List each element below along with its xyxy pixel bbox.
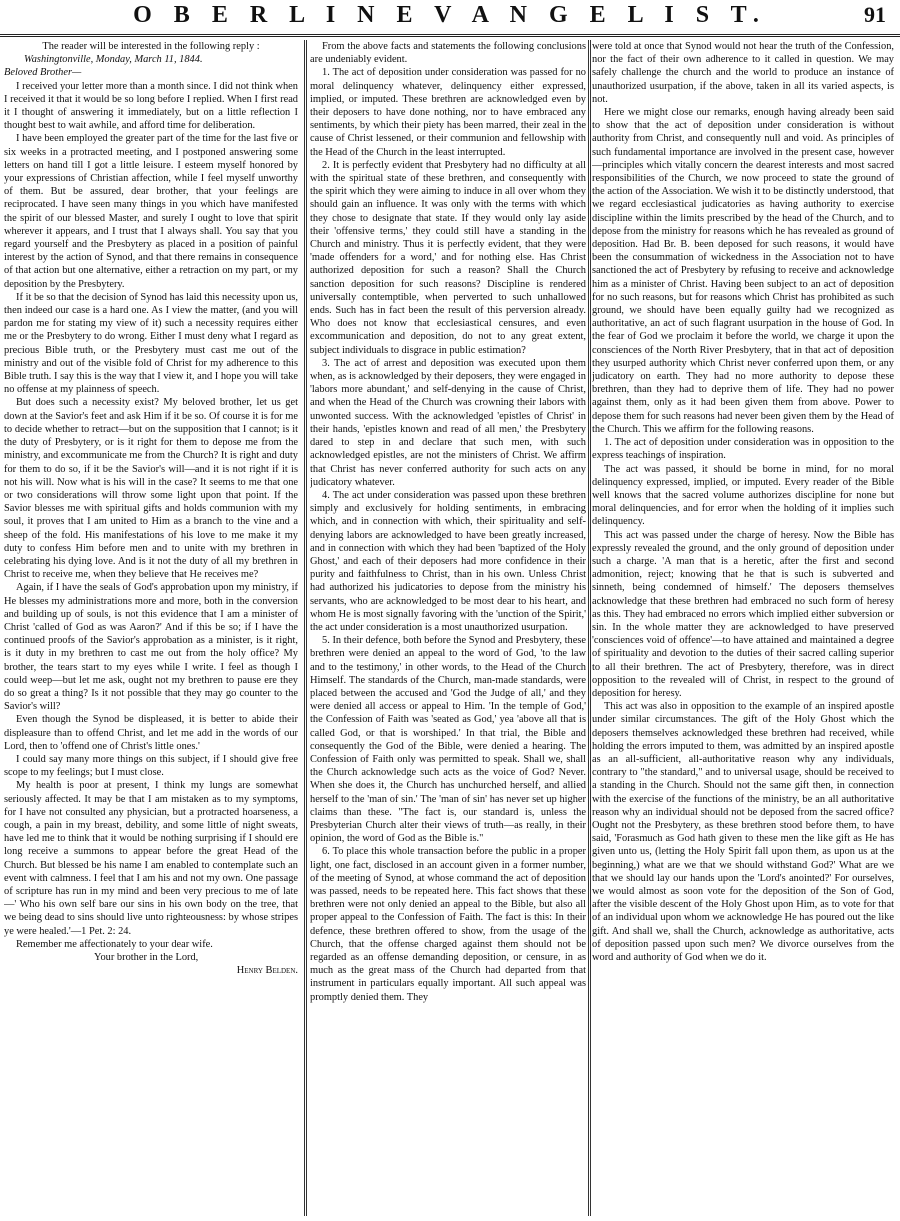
letter-paragraph: I received your letter more than a month since. I did not think when I received it that it would be so long before I replied. When I first read it I thought of answering it immediately, but on a little reflection I thought best to wait awhile, and afford time for deliberation.	[4, 80, 298, 132]
column-letter	[4, 40, 298, 1216]
column-remarks	[592, 40, 894, 1216]
column-divider	[304, 40, 305, 1216]
article-paragraph: 6. To place this whole transaction before the public in a proper light, one fact, disclosed in an account given in a former number, of the meeting of Synod, at whose command the act of deposition was passed, needs to be repeated here. This fact shows that these brethren were not only denied an appeal to the Bible, but also all proper appeal to the Confession of Faith. The fact is this: In their defence, these brethren offered to show, from the usage of the Church, that the offense charged against them should not be regarded as an offense demanding deposition, or censure, in as much as the great mass of the Church had departed from that instrument in particulars equally important. All such appeal was promptly denied them. They	[310, 846, 586, 1003]
page-number: 91	[864, 2, 886, 27]
article-paragraph: The act was passed, it should be borne in mind, for no moral delinquency expressed, implied, or imputed. Every reader of the Bible well knows that the sacred volume authorizes discipline for none but moral delinquencies, and for error when the holding of it implies such delinquency.	[592, 463, 894, 528]
article-paragraph: 1. The act of deposition under consideration was passed for no moral delinquency whatever, delinquency either expressed, implied, or imputed. These brethren are acknowledged even by their deposers to have done nothing, nor to have embraced any sentiments, by which their piety has been marred, their zeal in the cause of Christ lessened, or their communion and fellowship with the Head of the Church in the least interrupted.	[310, 67, 586, 158]
letter-paragraph: My health is poor at present, I think my lungs are somewhat seriously affected. It may be that I am mistaken as to my symptoms, for I have not consulted any physician, but a protracted hoarseness, a cough, a pain in my breast, debility, and some little of night sweats, have led me to think that it would be nothing surprising if I should ere long receive a summons to appear before the great Head of the Church. But blessed be his name I am enabled to contemplate such an event with calmness. I feel that I am his and not my own. One passage of scripture has run in my mind and been very precious to me of late—' Who his own self bare our sins in his own body on the tree, that we being dead to sins should live unto righteousness: by whose stripes ye were healed.'—1 Pet. 2: 24.	[4, 780, 298, 937]
article-paragraph: 1. The act of deposition under consideration was in opposition to the express teachings of inspiration.	[592, 437, 894, 462]
column-divider	[588, 40, 589, 1216]
article-paragraph: 5. In their defence, both before the Synod and Presbytery, these brethren were denied an appeal to the word of God, 'to the law and to the testimony,' in other words, to the Head of the Church Himself. The standards of the Church, man-made standards, were placed between the accused and 'God the Judge of all,' and they were denied all access or appeal to Him. 'In the temple of God,' the Confession of Faith was 'seated as God,' yea 'above all that is called God, or that is worshiped.' In that trial, the Bible and consequently the God of the Bible, were denied a hearing. The Confession of Faith only was permitted to speak. Shall we, shall the Church acknowledge such acts as the voice of God? Never. When she does it, the Church has unchurched herself, and allied herself to the 'man of sin.' The 'man of sin' has never set up higher claims than these. "The fact is, our standard is, unless the Presbyterian Church alter their views of truth—as really, in their opinion, the word of God as the Bible is."	[310, 635, 586, 845]
letter-paragraph: If it be so that the decision of Synod has laid this necessity upon us, then indeed our case is a hard one. As I view the matter, (and you will pardon me for stating my view of it) such a necessity requires either me or the Presbytery to do wrong. Either I must deny what I regard as precious Bible truth, or the Presbytery must cast me out of the ministry and out of the visible fold of Christ for my adherence to this Bible truth. I say this is the way that I view it, and I hope you will take no offense at my plainness of speech.	[4, 291, 298, 396]
letter-paragraph: Even though the Synod be displeased, it is better to abide their displeasure than to offend Christ, and let me add in the words of our Lord, then to 'offend one of Christ's little ones.'	[4, 714, 298, 752]
article-paragraph: From the above facts and statements the following conclusions are undeniably evident.	[310, 41, 586, 66]
letter-intro: The reader will be interested in the following reply :	[42, 41, 260, 52]
letter-closing: Remember me affectionately to your dear wife.	[16, 938, 213, 950]
article-paragraph: 4. The act under consideration was passed upon these brethren simply and exclusively for holding sentiments, in embracing which, and in connection with which, their spirituality and self-denying labors are acknowledged to have been greatly increased, and in connection with which they had been 'baptized of the Holy Ghost,' and each of their deposers had more confidence in their purity and faithfulness to Christ, than in his own. Unless Christ had authorized his judicatories to depose from the ministry his servants, who are acknowledged to be most dear to his heart, and whom He is most signally favoring with the 'unction of the Spirit,' the act under consideration is a most unauthorized usurpation.	[310, 489, 586, 633]
article-paragraph: Here we might close our remarks, enough having already been said to show that the act of deposition under consideration is without authority from Christ, and consequently null and void. As principles of such fundamental importance are involved in the present case, however—principles which vitally concern the dearest interests and most sacred responsibilities of the Church, we now proceed to state the ground of the action of the Association. We wish it to be distinctly understood, that we regard ecclesiastical judicatories as having authority to exercise discipline within the limits prescribed by the head of the Church, and to depose from the ministry for reasons which he has revealed as ground of deposition. Had Br. B. been deposed for such reasons, it would have been the consummation of wickedness in the Association not to have sanctioned the act of Presbytery by refusing to receive and acknowledge him as a minister of Christ. Having been subject to an act of deposition for no such reasons, but for reasons which Christ has prohibited as such ground, we should have been equally guilty had we recognized as authoritative, an act of such flagrant usurpation in the house of God. In the fear of God we proclaim it before the world, we charge it upon the consciences of the North River Presbytery, that in that act of deposition they usurped authority which Christ never conferred upon them, or any judicatory on earth. They had no more authority to depose these brethren, than they had to deprive them of life. They had no power against them, only as it had been given them from above. Power to depose them for such reasons had never been given them by the Head of the Church. This we affirm for the following reasons.	[592, 107, 894, 435]
article-paragraph: were told at once that Synod would not hear the truth of the Confession, nor the fact of their own adherence to it called in question. We may safely challenge the church and the world to produce an instance of unauthorized usurpation, if the above, taken in all its varied aspects, is not.	[592, 41, 894, 105]
column-conclusions	[310, 40, 586, 1216]
letter-paragraph: Again, if I have the seals of God's approbation upon my ministry, if He blesses my administrations more and more, both in the conversion and building up of souls, is not this evidence that I am a minister of Christ 'called of God as was Aaron?' And if this be so; if I have the continued proofs of the Savior's approbation as a minister, is it right, is it duty in my brethren to cast me out from the holy office? My brother, the tears start to my eyes while I write. I feel as though I could weep—but let me ask, ought not my brethren to pause ere they do so great a thing? Is it not possible that they may go counter to the Savior's will?	[4, 582, 298, 713]
column-divider	[306, 40, 307, 1216]
masthead	[0, 0, 900, 37]
article-paragraph: This act was also in opposition to the example of an inspired apostle under similar circumstances. The gift of the Holy Ghost which the deposers themselves acknowledged these brethren had received, while holding the errors imputed to them, was admitted by an inspired apostle as an all-sufficient, all-authoritative reason why any individuals, contrary to "the standard," and to universal usage, should be received to a standing in the Church. Should not the same gift then, in connection with the exercise of the functions of the ministry, be an all authoritative reason why an individual should not be deposed from the sacred office? Ought not the Presbytery, as these brethren stood before them, to have said, 'Forasmuch as God hath given to these men the like gift as He has given unto us, (letting the Holy Spirit fall upon them, as upon us at the beginning,) what are we that we should withstand God?' What are we that we should lay our hands upon the 'Lord's anointed?' For ourselves, we would almost as soon vote for the deposition of the Son of God, after the visible descent of the Holy Ghost upon Him, as to vote for that of an individual upon whom we acknowledge He has poured out the like gift. And shall we, shall the Church, acknowledge as authoritative, acts of deposition passed upon such men? We divorce ourselves from the word and authority of God when we do it.	[592, 701, 894, 964]
column-divider	[590, 40, 591, 1216]
letter-paragraph: But does such a necessity exist? My beloved brother, let us get down at the Savior's feet and ask Him if it be so. Of course it is for me to decide whether to retract—but on the supposition that I cannot; is it the duty of Presbytery, or is it right for them to depose me from the ministry, and excommunicate me from the Church? It is right and duty for them to do so, if it be the Savior's will—and it is not right if it is not his will. Now what is his will in the case? It seems to me that one or two considerations will throw some light upon that point. If the Savior blesses me with spiritual gifts and holds communion with my soul, it proves that I am united to Him as a branch to the vine and a sheep of the fold. His manifestations of his love to me make it my duty to confess Him before men and to unite with my brethren in celebrating his dying love. And is it not the duty of all my brethren in Christ to receive me, when they believe that He receives me?	[4, 397, 298, 581]
letter-signature: Henry Belden.	[236, 965, 298, 977]
letter-salutation: Beloved Brother—	[4, 67, 82, 79]
article-paragraph: This act was passed under the charge of heresy. Now the Bible has expressly revealed the ground, and the only ground of deposition under such a charge. 'A man that is a heretic, after the first and second admonition, reject; knowing that he that is such is subverted and sinneth, being condemned of himself.' The deposers themselves acknowledge that these brethren had embraced no such form of heresy as this. They had embraced no errors which implied either subversion or sin. In the whole matter they are acknowledged to have preserved 'consciences void of offence'—to have attained and maintained a degree of spirituality and devotion to the duties of their sacred calling superior to all their brethren. The act of Presbytery, therefore, was in direct opposition to the revealed will of Christ, in respect to the ground of deposition for heresy.	[592, 529, 894, 699]
newspaper-title: O B E R L I N E V A N G E L I S T.	[133, 2, 767, 28]
article-paragraph: 2. It is perfectly evident that Presbytery had no difficulty at all with the spiritual state of these brethren, and consequently with the spirit which they were aiming to induce in all over whom they should gain an influence. It was only with the terms with which they chose to designate that state. If they would only lay aside their 'offensive terms,' they could still have a standing in the Church and ministry. Thus it is perfectly evident, that they were 'made offenders for a word,' and for nothing else. Has Christ authorized deposition for such a reason? Shall the Church sanction deposition for such reasons? Discipline is rendered universally contemptible, when perverted to such unhallowed ends. Such has in fact been the result of this perversion already. Who does not know that ecclesiastical censures, and even excommunication and deposition, do not to any great extent, subject individuals to disgrace in public estimation?	[310, 159, 586, 356]
letter-dateline: Washingtonville, Monday, March 11, 1844.	[24, 54, 203, 66]
letter-paragraph: I have been employed the greater part of the time for the last five or six weeks in a protracted meeting, and I postponed answering some letters on hand till I got a little leisure. I esteem myself honored by your expressions of Christian affection, while I feel myself unworthy of them. But be assured, dear brother, that your feelings are reciprocated. I have seen many things in you which have manifested the spirit of our blessed Master, and surely I ought to love that spirit wherever it appears, and I trust that I always shall. You say that you regard yourself and the Presbytery as placed in a position of painful interest by the action of Synod, and that there remains in consequence of that action but one alternative, either a retraction on my part, or my deposition by the Presbytery.	[4, 133, 298, 290]
article-paragraph: 3. The act of arrest and deposition was executed upon them when, as is acknowledged by their deposers, they were engaged in 'labors more abundant,' and self-denying in the cause of Christ, and when the Head of the Church was crowning their labors with unwonted success. With the acknowledged 'epistles of Christ' in their hands, 'epistles known and read of all men,' the Presbytery dared to step in and declare that such men, with such acknowledged epistles, are not the ministers of Christ. We affirm that Christ has never conferred authority for such acts on any judicatory whatever.	[310, 357, 586, 488]
letter-valediction: Your brother in the Lord,	[94, 952, 199, 964]
letter-paragraph: I could say many more things on this subject, if I should give free scope to my feelings; but I must close.	[4, 753, 298, 779]
